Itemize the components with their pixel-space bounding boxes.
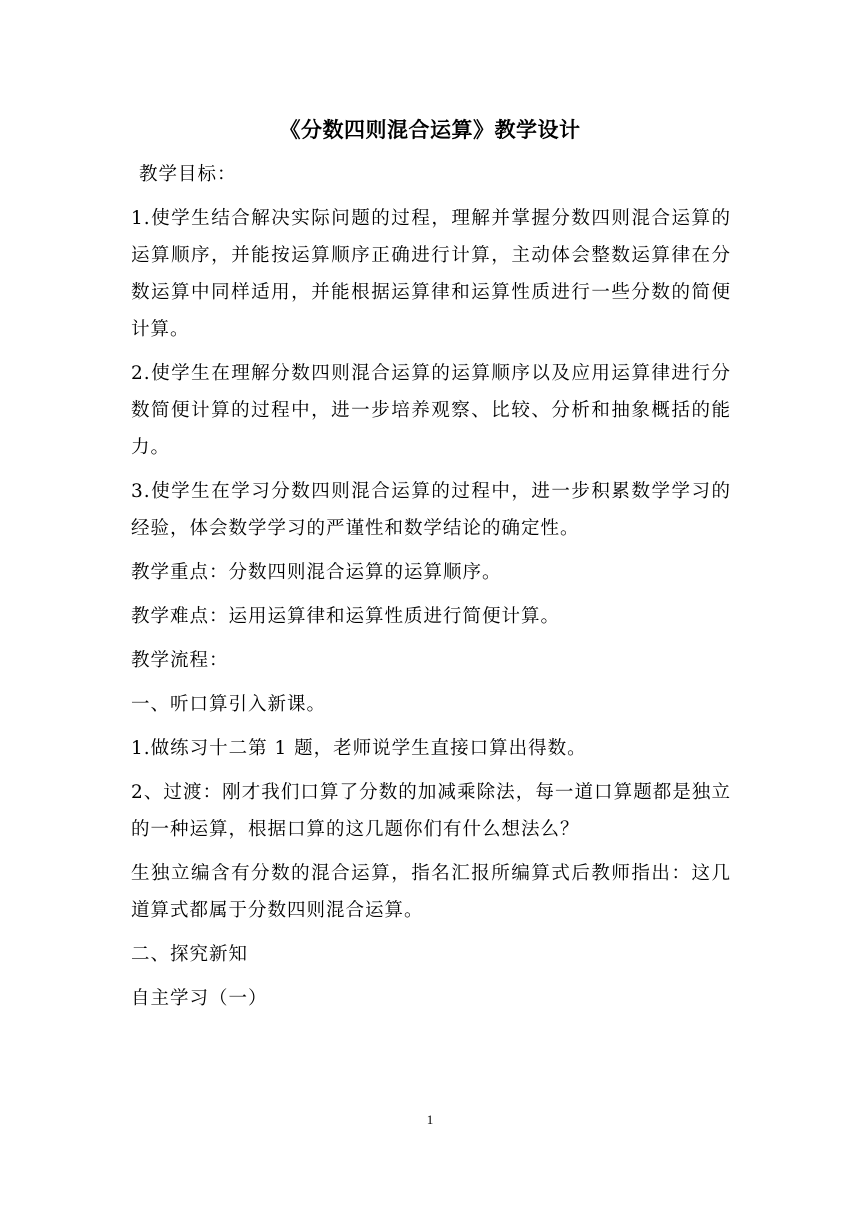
paragraph-goal-3: 3.使学生在学习分数四则混合运算的过程中，进一步积累数学学习的经验，体会数学学习的严谨性和数学结论的确定性。 xyxy=(131,481,731,539)
paragraph-teaching-goals-heading: 教学目标： xyxy=(139,164,237,185)
paragraph-student-activity: 生独立编含有分数的混合运算，指名汇报所编算式后教师指出：这几道算式都属于分数四则混合运算。 xyxy=(131,863,731,921)
paragraph-step-2: 2、过渡：刚才我们口算了分数的加减乘除法，每一道口算题都是独立的一种运算，根据口算的这几题你们有什么想法么？ xyxy=(131,782,731,840)
paragraph-goal-1: 1.使学生结合解决实际问题的过程，理解并掌握分数四则混合运算的运算顺序，并能按运算顺序正确进行计算，主动体会整数运算律在分数运算中同样适用，并能根据运算律和运算性质进行一些分数的简便计算。 xyxy=(131,208,731,340)
page-number: 1 xyxy=(426,1112,434,1127)
paragraph-section-1-heading: 一、听口算引入新课。 xyxy=(131,694,327,715)
paragraph-process-heading: 教学流程： xyxy=(131,650,229,671)
paragraph-step-1: 1.做练习十二第 1 题，老师说学生直接口算出得数。 xyxy=(131,738,587,759)
document-body xyxy=(131,156,731,1024)
paragraph-self-study-1: 自主学习（一） xyxy=(131,988,268,1009)
paragraph-key-point: 教学重点：分数四则混合运算的运算顺序。 xyxy=(131,562,502,583)
paragraph-difficult-point: 教学难点：运用运算律和运算性质进行简便计算。 xyxy=(131,606,561,627)
document-title: 《分数四则混合运算》教学设计 xyxy=(279,118,581,142)
paragraph-goal-2: 2.使学生在理解分数四则混合运算的运算顺序以及应用运算律进行分数简便计算的过程中，进一步培养观察、比较、分析和抽象概括的能力。 xyxy=(131,363,731,458)
paragraph-section-2-heading: 二、探究新知 xyxy=(131,944,249,965)
